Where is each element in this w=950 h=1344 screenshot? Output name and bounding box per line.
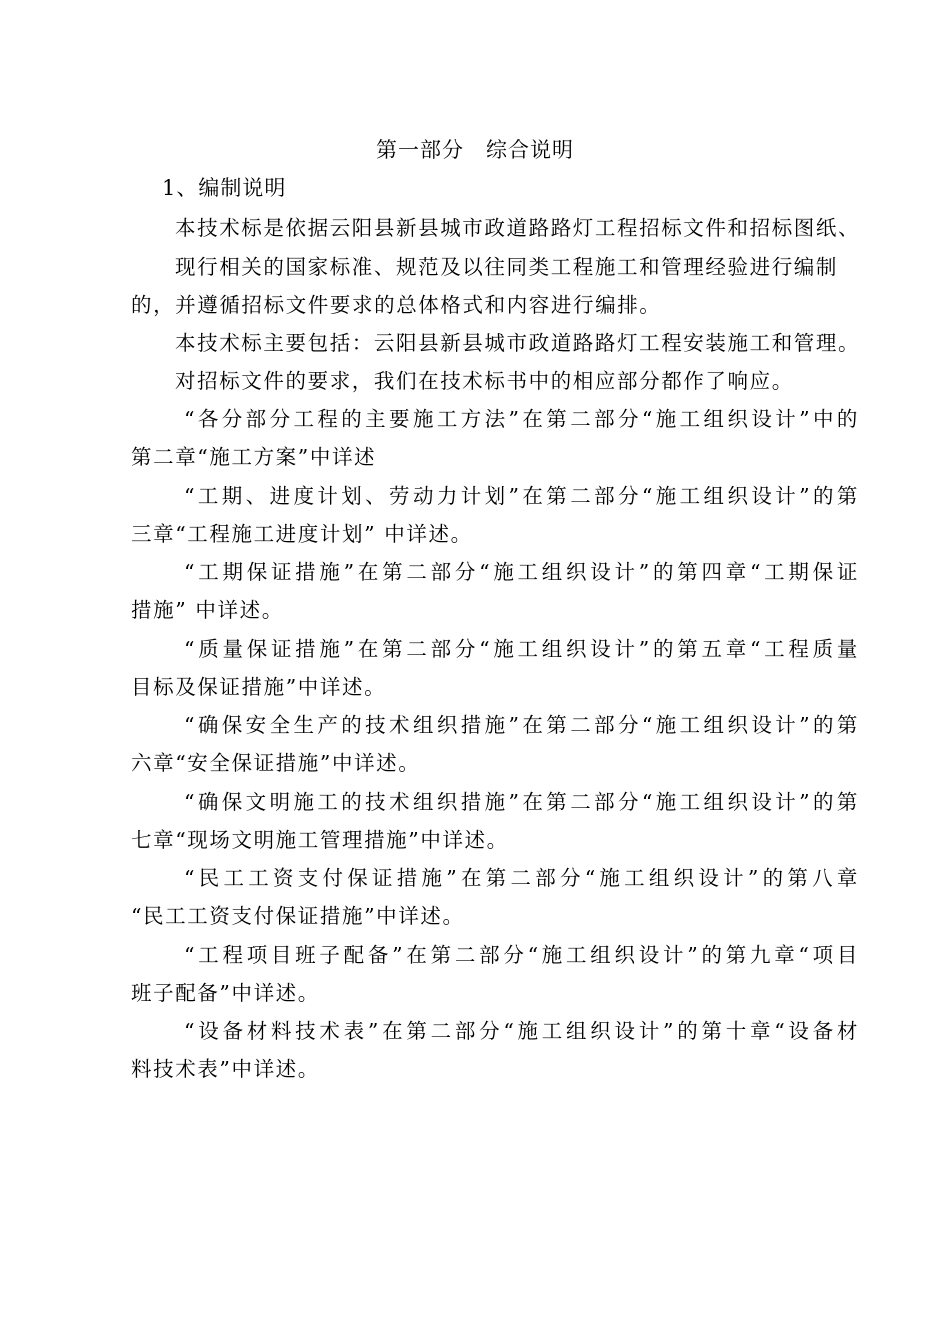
text-line: 本技术标是依据云阳县新县城市政道路路灯工程招标文件和招标图纸、 [175,216,861,240]
page-title: 第一部分 综合说明 [376,138,574,162]
text-line: 对招标文件的要求，我们在技术标书中的相应部分都作了响应。 [175,369,794,393]
text-line: “工期保证措施”在第二部分“施工组织设计”的第四章“工期保证 [184,560,859,584]
text-line: 料技术表”中详述。 [131,1057,320,1081]
text-line: 班子配备”中详述。 [131,981,320,1005]
text-line: 的，并遵循招标文件要求的总体格式和内容进行编排。 [131,293,662,317]
text-line: “工程项目班子配备”在第二部分“施工组织设计”的第九章“项目 [184,943,859,967]
text-line: 六章“安全保证措施”中详述。 [131,751,421,775]
section-heading: 1、编制说明 [162,176,287,200]
text-line: 七章“现场文明施工管理措施”中详述。 [131,828,509,852]
text-line: “确保文明施工的技术组织措施”在第二部分“施工组织设计”的第 [184,790,859,814]
text-line: 现行相关的国家标准、规范及以往同类工程施工和管理经验进行编制 [175,255,838,279]
text-line: 本技术标主要包括：云阳县新县城市政道路路灯工程安装施工和管理。 [175,331,861,355]
text-line: “确保安全生产的技术组织措施”在第二部分“施工组织设计”的第 [184,713,859,737]
text-line: “各分部分工程的主要施工方法”在第二部分“施工组织设计”中的 [184,407,859,431]
text-line: 第二章“施工方案”中详述 [131,445,377,469]
text-line: “民工工资支付保证措施”在第二部分“施工组织设计”的第八章 [184,866,859,890]
text-line: 三章“工程施工进度计划” 中详述。 [131,522,473,546]
text-line: 目标及保证措施”中详述。 [131,675,387,699]
text-line: “民工工资支付保证措施”中详述。 [131,904,465,928]
text-line: “质量保证措施”在第二部分“施工组织设计”的第五章“工程质量 [184,637,859,661]
text-line: “设备材料技术表”在第二部分“施工组织设计”的第十章“设备材 [184,1019,859,1043]
text-line: 措施” 中详述。 [131,598,284,622]
text-line: “工期、进度计划、劳动力计划”在第二部分“施工组织设计”的第 [184,484,859,508]
